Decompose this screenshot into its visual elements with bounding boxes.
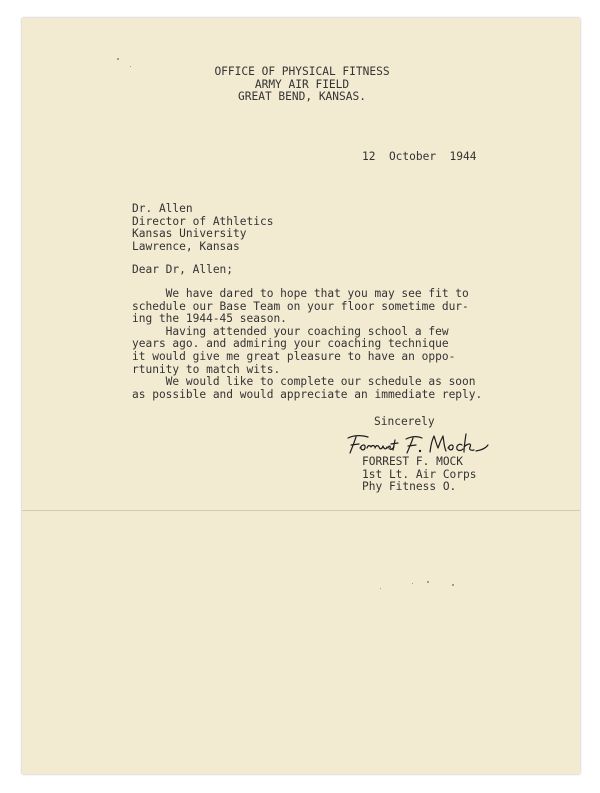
body-line: We would like to complete our schedule as soon <box>132 375 476 389</box>
recipient-institution: Kansas University <box>132 227 247 241</box>
body-line: schedule our Base Team on your floor sometime dur- <box>132 299 469 313</box>
body-line: it would give me great pleasure to have an oppo- <box>132 349 456 363</box>
recipient-location: Lawrence, Kansas <box>132 239 240 253</box>
paper-speck <box>452 584 454 586</box>
signer-name: FORREST F. MOCK <box>362 455 464 468</box>
signer-role: Phy Fitness O. <box>362 480 457 494</box>
letter-body <box>132 288 482 401</box>
recipient-address <box>132 203 273 253</box>
paper-speck <box>117 58 119 60</box>
paper-speck <box>427 581 429 583</box>
salutation: Dear Dr, Allen; <box>132 263 234 276</box>
letterhead-office: OFFICE OF PHYSICAL FITNESS <box>214 65 390 78</box>
paper-speck <box>412 583 413 584</box>
signer-rank: 1st Lt. Air Corps <box>362 467 477 481</box>
letterhead-field: ARMY AIR FIELD <box>254 77 350 91</box>
letterhead <box>172 66 432 104</box>
body-line: years ago. and admiring your coaching technique <box>132 337 449 351</box>
recipient-title: Director of Athletics <box>132 214 274 228</box>
paper-speck <box>380 588 381 589</box>
body-line: rtunity to match wits. <box>132 362 281 376</box>
body-line: ing the 1944-45 season. <box>132 312 287 326</box>
body-line: We have dared to hope that you may see fit to <box>132 287 469 300</box>
letterhead-location: GREAT BEND, KANSAS. <box>238 90 366 104</box>
body-line: Having attended your coaching school a few <box>132 324 449 338</box>
body-line: as possible and would appreciate an immediate reply. <box>132 387 483 401</box>
fold-line <box>22 510 580 511</box>
paper-speck <box>130 66 131 67</box>
closing: Sincerely <box>374 415 435 428</box>
signature-block <box>362 456 477 494</box>
handwritten-signature <box>342 428 492 458</box>
letter-page <box>22 18 580 774</box>
recipient-name: Dr. Allen <box>132 202 193 215</box>
letter-date: 12 October 1944 <box>362 150 477 163</box>
